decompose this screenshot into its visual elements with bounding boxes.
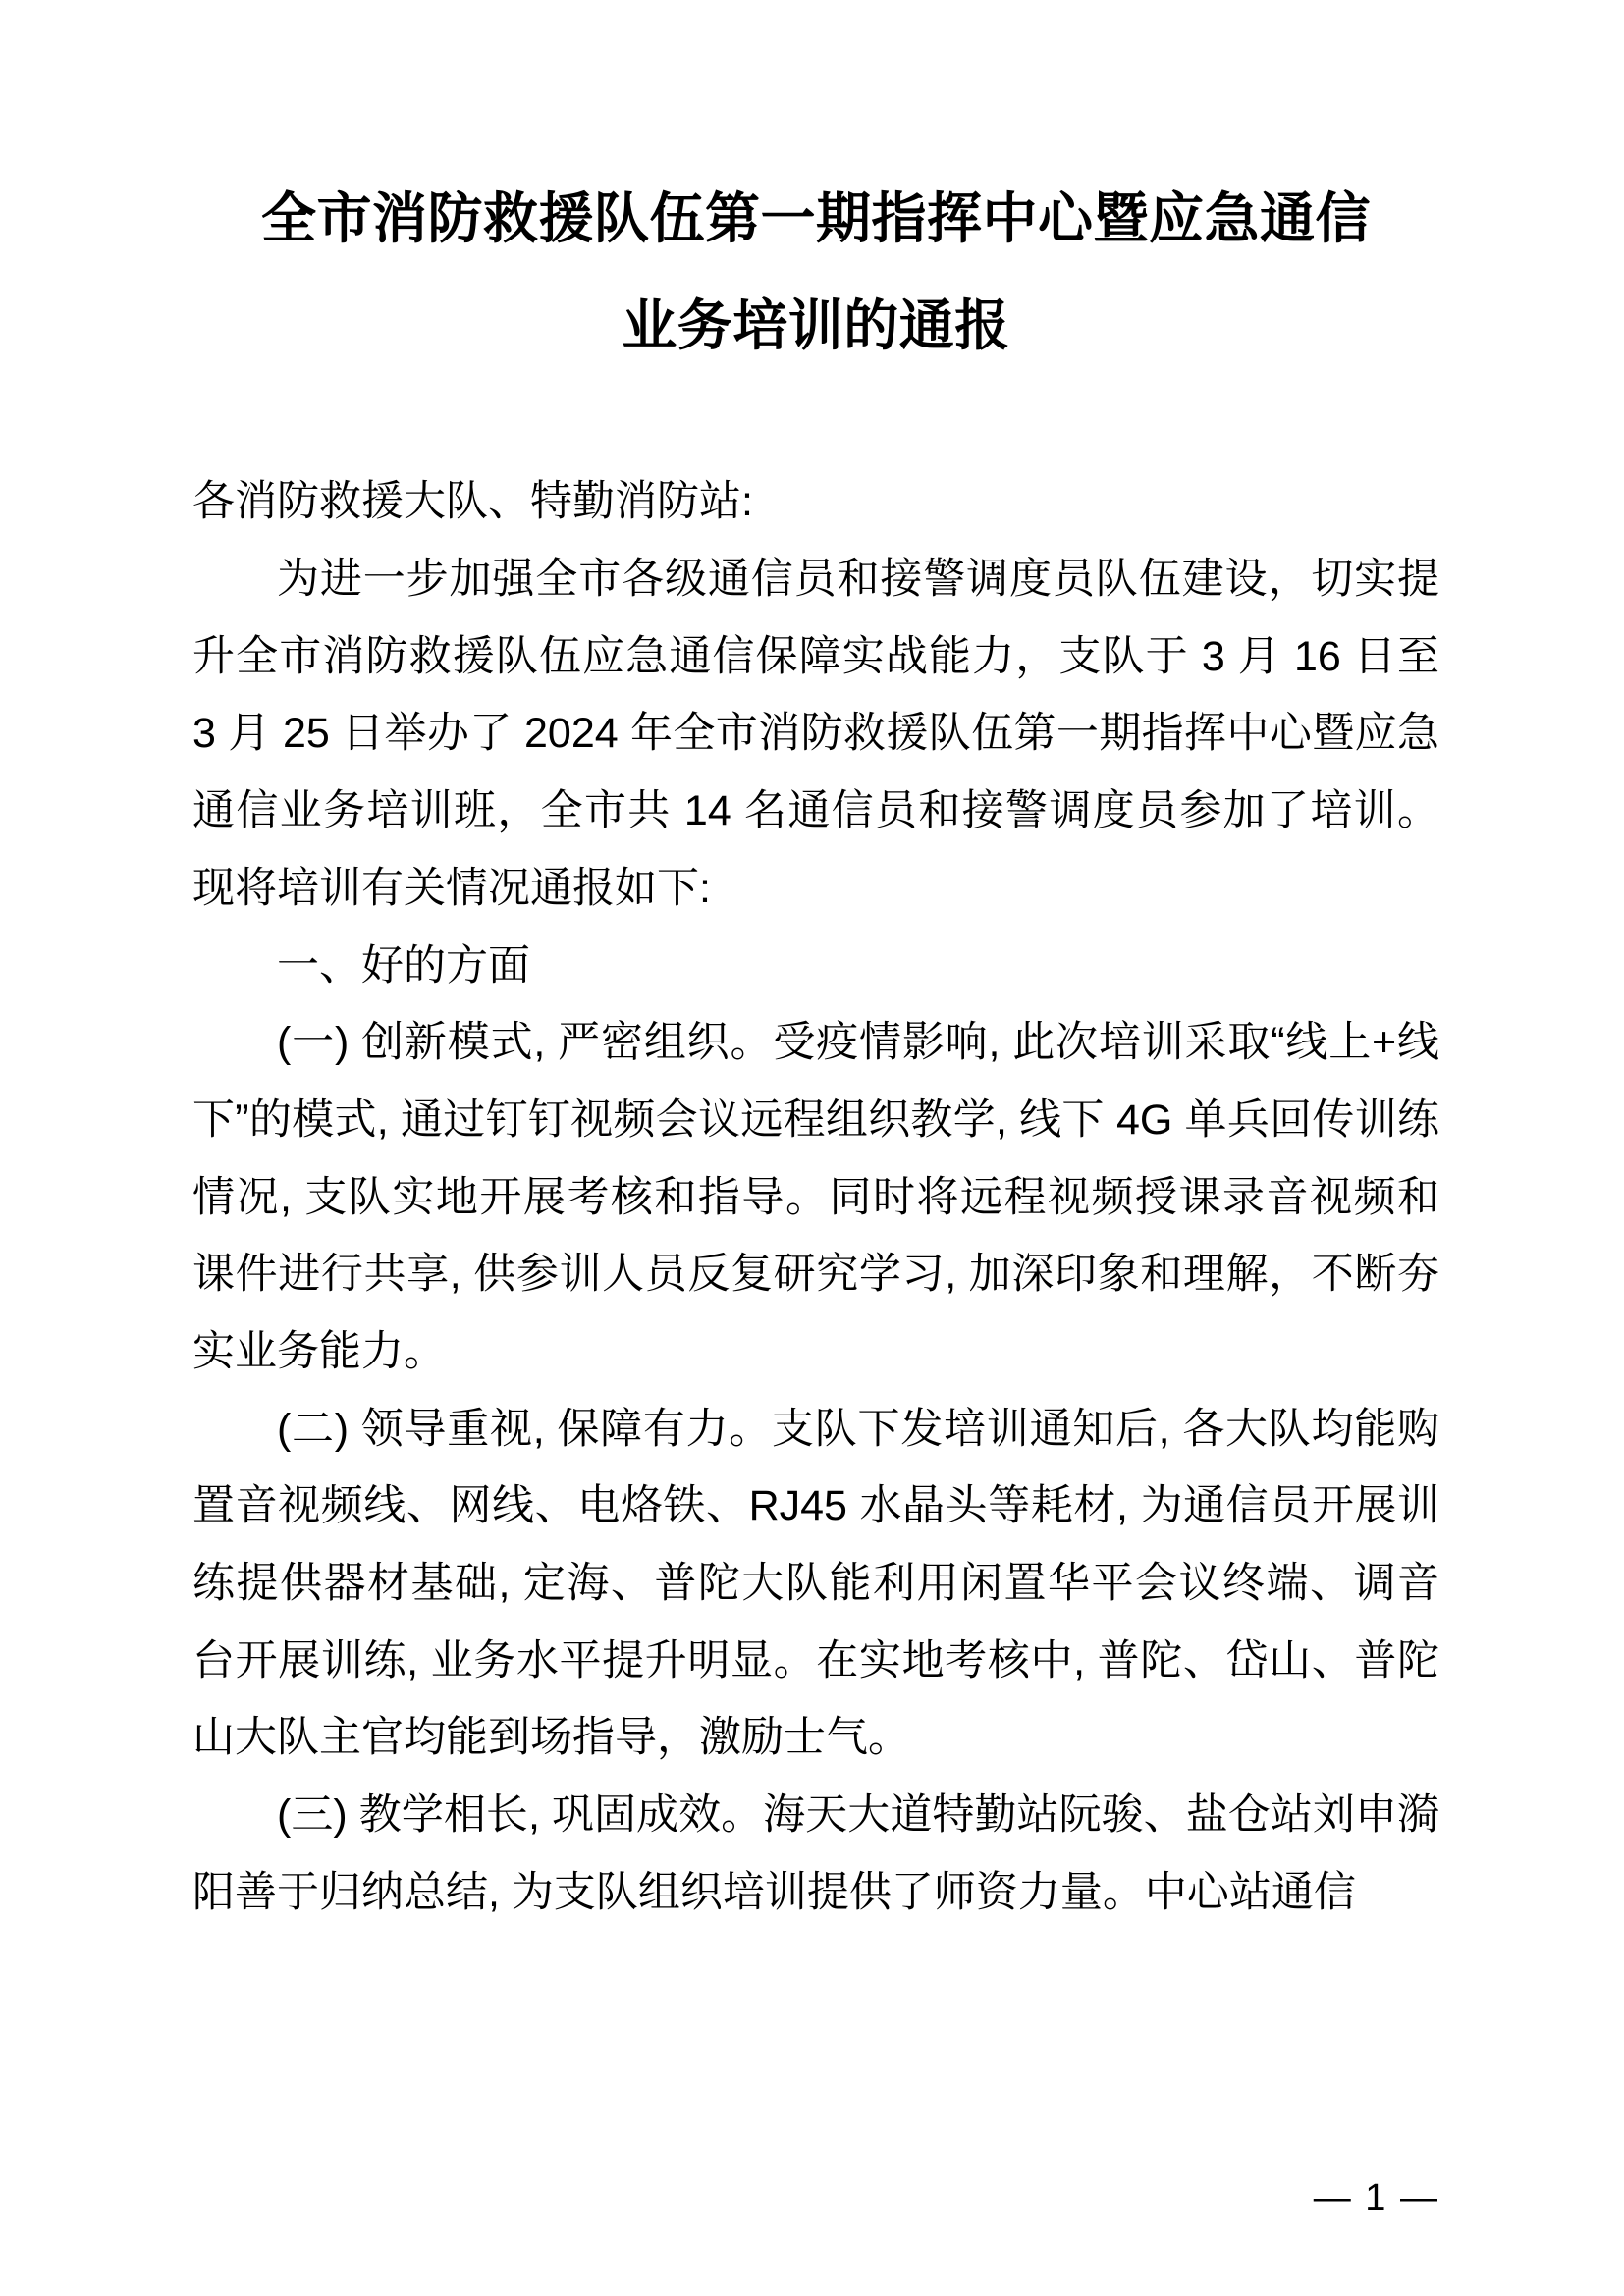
section-heading-1: 一、好的方面 <box>277 941 530 989</box>
paragraph-intro: 为进一步加强全市各级通信员和接警调度员队伍建设，切实提升全市消防救援队伍应急通信保障实战能力，支队于 3 月 16 日至 3 月 25 日举办了 2024 年全市消防救援队伍第一期指挥中心暨应急通信业务培训班，全市共 14 名通信员和接警调度员参加了培训。现将培训有关情况通报如下: <box>192 556 1439 912</box>
page-number: — 1 — <box>1313 2177 1439 2218</box>
paragraph-item-3: (三) 教学相长, 巩固成效。海天大道特勤站阮骏、盐仓站刘申漪阳善于归纳总结, 为支队组织培训提供了师资力量。中心站通信 <box>192 1791 1439 1916</box>
document-body <box>192 463 1439 1931</box>
paragraph-item-1: (一) 创新模式, 严密组织。受疫情影响, 此次培训采取“线上+线下”的模式, 通过钉钉视频会议远程组织教学, 线下 4G 单兵回传训练情况, 支队实地开展考核和指导。同时将远程视频授课录音视频和课件进行共享, 供参训人员反复研究学习, 加深印象和理解，不断夯实业务能力。 <box>192 1019 1439 1375</box>
paragraph-item-2: (二) 领导重视, 保障有力。支队下发培训通知后, 各大队均能购置音视频线、网线、电烙铁、RJ45 水晶头等耗材, 为通信员开展训练提供器材基础, 定海、普陀大队能利用闲置华平会议终端、调音台开展训练, 业务水平提升明显。在实地考核中, 普陀、岱山、普陀山大队主官均能到场指导，激励士气。 <box>192 1405 1439 1762</box>
salutation: 各消防救援大队、特勤消防站: <box>192 478 753 526</box>
page-title <box>192 0 1439 379</box>
title-line-1: 全市消防救援队伍第一期指挥中心暨应急通信 <box>261 187 1371 249</box>
title-line-2: 业务培训的通报 <box>622 294 1010 357</box>
page-content <box>192 0 1439 2296</box>
